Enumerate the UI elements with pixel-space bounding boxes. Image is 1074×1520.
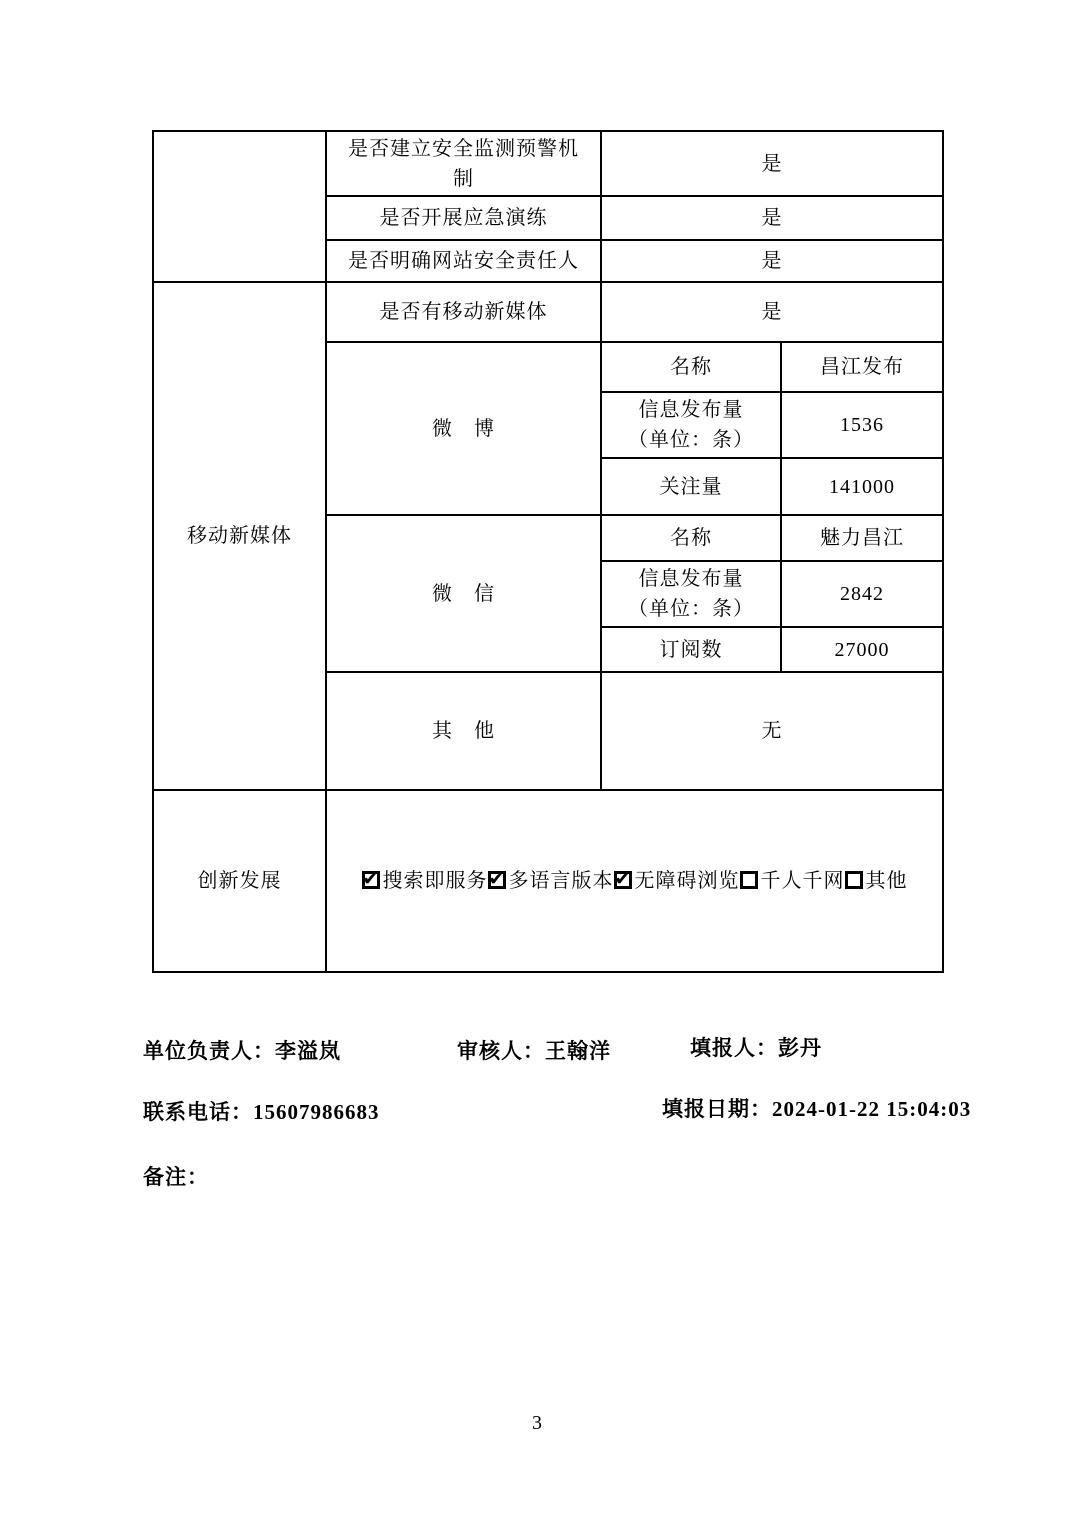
- emergency-drill-value: 是: [601, 196, 943, 240]
- auditor-value: 王翰洋: [545, 1039, 611, 1063]
- reporter-label: 填报人：: [690, 1036, 778, 1060]
- innovation-option: [740, 870, 845, 892]
- wechat-subscribers-value: 27000: [781, 627, 943, 672]
- security-officer-label: 是否明确网站安全责任人: [326, 240, 601, 282]
- security-section-cell: [153, 131, 326, 282]
- weibo-posts-label-line2: （单位：条）: [628, 429, 754, 451]
- report-date-field: [662, 1093, 971, 1123]
- checkbox-checked-icon: [488, 871, 506, 889]
- weibo-name-label: 名称: [601, 342, 781, 392]
- innovation-options-row: [327, 867, 942, 895]
- wechat-posts-label-line1: 信息发布量: [638, 568, 744, 590]
- table-row: [153, 282, 943, 342]
- innovation-option: [845, 870, 908, 892]
- weibo-posts-label: [601, 392, 781, 458]
- weibo-posts-label-line1: 信息发布量: [638, 399, 744, 421]
- has-mobile-value: 是: [601, 282, 943, 342]
- wechat-name-label: 名称: [601, 515, 781, 561]
- auditor-field: [457, 1035, 611, 1065]
- security-monitor-value: 是: [601, 131, 943, 196]
- table-row: [153, 790, 943, 972]
- wechat-name-value: 魅力昌江: [781, 515, 943, 561]
- wechat-posts-label-line2: （单位：条）: [628, 598, 754, 620]
- innovation-option: [488, 870, 614, 892]
- security-monitor-label: [326, 131, 601, 196]
- checkbox-unchecked-icon: [740, 871, 758, 889]
- checkbox-checked-icon: [614, 871, 632, 889]
- remarks-field: [143, 1161, 209, 1191]
- emergency-drill-label: 是否开展应急演练: [326, 196, 601, 240]
- wechat-posts-value: 2842: [781, 561, 943, 627]
- checkbox-checked-icon: [362, 871, 380, 889]
- security-officer-value: 是: [601, 240, 943, 282]
- innovation-section-label: 创新发展: [153, 790, 326, 972]
- contact-phone-value: 15607986683: [253, 1100, 380, 1124]
- has-mobile-label: 是否有移动新媒体: [326, 282, 601, 342]
- report-date-label: 填报日期：: [662, 1097, 772, 1121]
- innovation-option-label: 多语言版本: [508, 870, 614, 892]
- contact-phone-label: 联系电话：: [143, 1100, 253, 1124]
- report-date-value: 2024-01-22 15:04:03: [772, 1097, 972, 1121]
- weibo-name-value: 昌江发布: [781, 342, 943, 392]
- reporter-field: [690, 1032, 822, 1062]
- innovation-option-label: 无障碍浏览: [634, 870, 740, 892]
- auditor-label: 审核人：: [457, 1039, 545, 1063]
- remarks-label: 备注：: [143, 1165, 209, 1189]
- unit-manager-field: [143, 1035, 341, 1065]
- other-media-value: 无: [601, 672, 943, 790]
- innovation-option: [614, 870, 740, 892]
- page-number: 3: [532, 1412, 542, 1434]
- innovation-option: [362, 870, 488, 892]
- innovation-option-label: 千人千网: [760, 870, 845, 892]
- wechat-label: 微 信: [326, 515, 601, 672]
- weibo-posts-value: 1536: [781, 392, 943, 458]
- checkbox-unchecked-icon: [845, 871, 863, 889]
- weibo-label: 微 博: [326, 342, 601, 515]
- wechat-subscribers-label: 订阅数: [601, 627, 781, 672]
- unit-manager-value: 李溢岚: [275, 1039, 341, 1063]
- table-row: [153, 131, 943, 196]
- weibo-followers-label: 关注量: [601, 458, 781, 515]
- weibo-followers-value: 141000: [781, 458, 943, 515]
- annual-report-table: [152, 130, 944, 973]
- wechat-posts-label: [601, 561, 781, 627]
- innovation-option-label: 搜索即服务: [382, 870, 488, 892]
- security-monitor-label-text: 是否建立安全监测预警机制: [348, 137, 579, 190]
- contact-phone-field: [143, 1096, 380, 1126]
- unit-manager-label: 单位负责人：: [143, 1039, 275, 1063]
- innovation-option-label: 其他: [865, 870, 908, 892]
- reporter-value: 彭丹: [778, 1036, 822, 1060]
- innovation-options-cell: [326, 790, 943, 972]
- mobile-section-label: 移动新媒体: [153, 282, 326, 790]
- other-media-label: 其 他: [326, 672, 601, 790]
